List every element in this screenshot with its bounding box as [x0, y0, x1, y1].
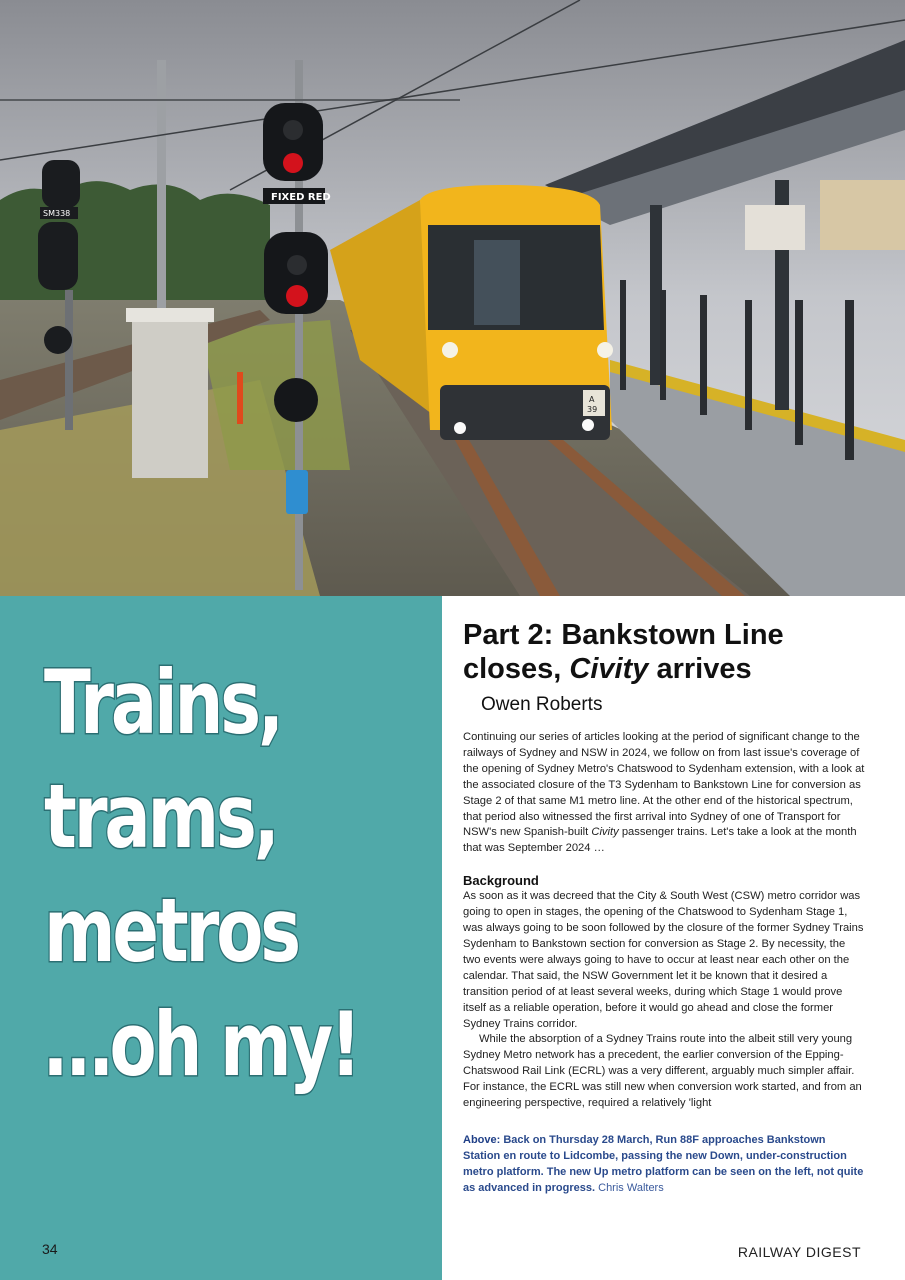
train-unit-label: A [589, 395, 595, 404]
feature-title-line: …oh my! [44, 993, 359, 1096]
cover-photo [0, 0, 905, 596]
caption-lead: Above: [463, 1133, 501, 1146]
page-number: 34 [42, 1241, 58, 1257]
feature-title-line: Trains, [44, 651, 281, 754]
body-paragraph: While the absorption of a Sydney Trains route into the albeit still very young Sydney Metro network has a precedent, the earlier conversion of the Epping-Chatswood Rail Link (ECRL) was a very different, arguably much simpler affair. For instance, the ECRL was still new when conversion work started, and from an engineering perspective, required a relatively 'light [463, 1033, 862, 1110]
intro-text-a: Continuing our series of articles looking at the period of significant change to the railways of Sydney and NSW in 2024, we follow on from last issue's coverage of the opening of Sydney Metro's Chatswood to Sydenham extension, with a look at the associated closure of the T3 Sydenham to Bankstown Line for conversion as Stage 2 of that same M1 metro line. At the other end of the historical spectrum, that period also witnessed the first arrival into Sydney of one of Transport for NSW's new Spanish-built [463, 731, 865, 839]
headline-emphasis: Civity [569, 653, 649, 685]
intro-emphasis: Civity [591, 826, 619, 839]
body-paragraph: As soon as it was decreed that the City & South West (CSW) metro corridor was going to open in stages, the opening of the Chatswood to Sydenham Stage 1, was always going to be soon followed by the closure of the former Sydney Trains Sydenham to Bankstown section for conversion as Stage 2. By necessity, the two events were always going to have to occur at least near each other on the calendar. That said, the NSW Government let it be known that it desired a transition period of at least several weeks, during which Stage 1 would prove itself as a reliable operation, before it would go ahead and close the former Sydney Trains corridor. [463, 890, 864, 1030]
feature-panel [0, 596, 442, 1280]
feature-title-line: metros [44, 879, 299, 982]
section-heading: Background [463, 873, 539, 889]
caption-credit: Chris Walters [598, 1181, 664, 1194]
caption-text: Back on Thursday 28 March, Run 88F approaches Bankstown Station en route to Lidcombe, passing the new Down, under-construction metro platform. The new Up metro platform can be seen on the left, not quite as advanced in progress. [463, 1133, 864, 1194]
train-number-label: 39 [587, 405, 598, 414]
intro-text-b: passenger trains. Let's take a look at the month that was September 2024 … [463, 826, 857, 855]
headline-tail: arrives [648, 653, 752, 685]
article [463, 618, 865, 1207]
signal-plate-text: FIXED RED [271, 192, 331, 203]
photo-caption [463, 1132, 865, 1196]
article-headline [463, 618, 865, 686]
headline-main: Part 2: Bankstown Line closes, [463, 619, 784, 685]
feature-title-line: trams, [44, 765, 277, 868]
magazine-name: RAILWAY DIGEST [737, 1244, 861, 1260]
byline: Owen Roberts [481, 694, 603, 715]
feature-title [44, 646, 359, 1102]
intro-paragraph [463, 730, 865, 857]
signal-id-plate: SM338 [43, 209, 71, 218]
